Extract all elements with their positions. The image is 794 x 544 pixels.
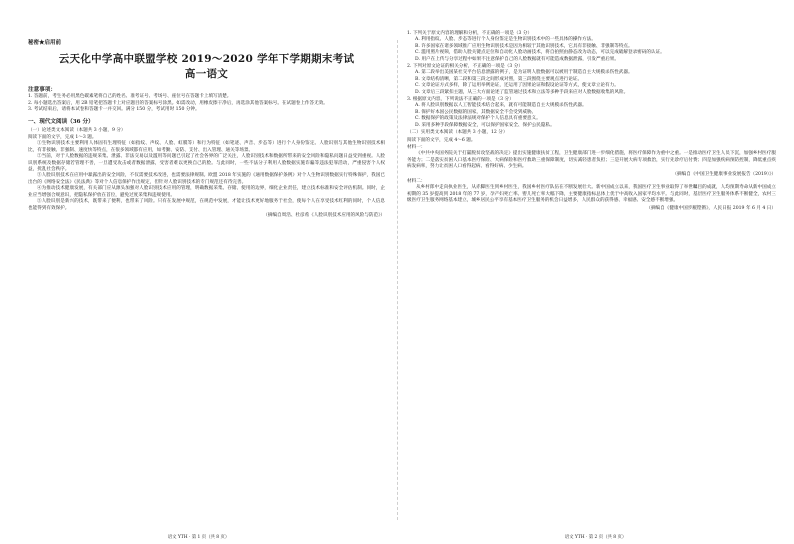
passage-paragraph: ①生物识别技术主要利用人体固有生理特征（如指纹、声纹、人脸、虹膜等）和行为特征（如笔迹、声音、步态等）进行个人身份鉴定。人脸识别与其他生物识别技术相比，有非接触、非强制、速度快等特点，在很多领域都有应用，如考勤、安防、支付、出入管理、通关等场景。 — [28, 141, 385, 153]
material-text: 《中共中央国务院关于打赢脱贫攻坚战的决定》提出实施健康扶贫工程，卫生健康部门进一步细化措施，将医疗保障作为重中之重。一是推动医疗卫生人员下沉，加强乡村医疗服务能力；二是落实贫困人口基本医疗保险、大病保险和医疗救助三重保障制度，切实减轻患者负担；三是开展大病专项救治，实行先诊疗后付费；四是加强疾病预防控制，降低重点疾病发病率，努力让贫困人口看得起病、看得好病、少生病。 — [407, 151, 776, 170]
exam-title: 云天化中学高中联盟学校 2019～2020 学年下学期期末考试 — [58, 53, 355, 65]
option-b: B. 保护好本国公民数据的国家，其数据安全不会受到威胁。 — [415, 109, 537, 115]
option-b: B. 文章结构清晰，第二段和第三段之间形成对照，第三段围绕主要观点进行论证。 — [415, 76, 583, 82]
material-label: 材料一： — [407, 144, 426, 150]
passage-source: （摘编自周浩、杜彦希《人脸识别技术应用的风险与防范》） — [263, 212, 385, 218]
material-source: （摘编自《健康中国步履铿锵》，人民日报 2019 年 6 月 4 日） — [646, 205, 776, 211]
notice-item: 2. 每小题选出答案后，用 2B 铅笔把答题卡上对应题目的答案标号涂黑。如需改动，用橡皮擦干净后，再选涂其他答案标号。在试题卷上作答无效。 — [28, 100, 328, 106]
question-stem: 1. 下列关于原文内容的理解和分析，不正确的一项是（3 分） — [407, 31, 533, 36]
reading-instruction: 阅读下面的文字，完成 1～3 题。 — [28, 135, 97, 141]
option-a: A. 利用指纹、人脸、步态等进行个人身份鉴定是生物识别技术中的一些具体的操作方法。 — [415, 37, 596, 43]
secret-label: 秘密★启用前 — [28, 40, 62, 46]
question-stem: 2. 下列对原文论证的相关分析，不正确的一项是（3 分） — [407, 64, 523, 70]
option-c: C. 滥用照片视频，借助人脸关键点定位和自动化人脸动画技术，将自拍照由静态改为动态，可以完成破解登录密码的认证。 — [415, 50, 665, 56]
material-source: （摘编自《中国卫生健康事业发展报告（2019）》） — [672, 171, 776, 177]
option-d: D. 采用多种手段保障数据安全，可以保护国家安全、保护公民隐私。 — [415, 122, 555, 128]
option-d: D. 用户在上传与分享过程中如果不注意保护自己的人脸数据就有可能造成数据泄露，引发严重后果。 — [415, 56, 619, 62]
option-a: A. 第二段举出美国某社交平台信息泄露的例子，是为证明人脸数据可以被用于制造自主大规模杀伤性武器。 — [415, 70, 633, 76]
option-d: D. 文章后三段紧扣主题，从三大方面论述了监管通过技术和立法等多种手段来应对人脸数据收集的风险。 — [415, 89, 629, 95]
question-stem: 3. 根据原文内容，下列说法不正确的一项是（3 分） — [407, 97, 514, 103]
option-c: C. 文章论证方式多样，除了运用举例论证，还运用了因果论证和假设论证等方式，使文章立论有力。 — [415, 83, 619, 89]
notice-item: 1. 答题前，考生务必用黑色碳素笔将自己的姓名、准考证号、考场号、座位号在答题卡上填写清楚。 — [28, 94, 232, 100]
page-footer: 语文 YTH · 第 1 页（共 8 页） — [167, 535, 230, 540]
right-page — [397, 0, 794, 544]
material-text: 从乡村郎中走向执业医生，从赤脚医生到乡村医生，我国乡村医疗队伍在不断发展壮大。新中国成立以来，我国医疗卫生事业取得了举世瞩目的成就，人均预期寿命从新中国成立初期的 35 岁提高到 2018 年的 77 岁，孕产妇死亡率、婴儿死亡率大幅下降，主要健康指标总体上优于中高收入国家平均水平。与此同时，基层医疗卫生服务体系不断健全，农村三级医疗卫生服务网络基本建立，城乡居民公平享有基本医疗卫生服务的机会日益增多，人民群众的获得感、幸福感、安全感不断增强。 — [407, 185, 776, 204]
material-label: 材料二： — [407, 178, 426, 184]
passage-paragraph: ②当前，对于人脸数据的违规采集、泄露、非法交易以及滥用等问题已引起了社会各界的广泛关注，人脸识别技术和数据所带来的安全风险和隐私问题日益受到重视。人脸识别系统及数据存储若管理不善，一旦遭受攻击或者数据泄露，受害者难以更换自己的脸。与此同时，一些不法分子利用人脸数据实施诈骗等违法犯罪活动，严重侵害个人权益，扰乱社会秩序。 — [28, 154, 385, 173]
option-a: A. 将人脸识别数据以人工智能技术结合起来，就有可能制造自主大规模杀伤性武器。 — [415, 103, 587, 109]
subsection-heading: （二）实用类文本阅读（本题共 3 小题，12 分） — [407, 130, 508, 136]
passage-paragraph: ⑤人脸识别是新兴的技术，既带来了便利，也带来了风险。只有在发展中规范，在规范中发展，才能让技术更好地服务于社会，使每个人在享受技术红利的同时，个人信息也能得到有效保护。 — [28, 199, 385, 211]
passage-paragraph: ④为推动技术健康发展，有关部门应从源头加强对人脸识别技术应用的管理，明确数据采集、存储、使用的边界，细化企业责任，建立技术标准和安全评估机制。同时，企业应当增强合规意识，把隐私保护放在首位，避免过度采集和违规使用。 — [28, 186, 385, 198]
notice-item: 3. 考试结束后，请将本试卷和答题卡一并交回。满分 150 分，考试用时 150 分钟。 — [28, 107, 200, 113]
subsection-heading: （一）论述类文本阅读（本题共 3 小题，9 分） — [28, 127, 126, 133]
option-c: C. 数据保护的政策及法律法规对保护个人信息具有重要意义。 — [415, 116, 541, 122]
page-footer: 语文 YTH · 第 2 页（共 8 页） — [564, 535, 627, 540]
option-b: B. 许多国家在诸多领域推广应用生物识别技术是因为相较于其他识别技术，它具有非接触、非强制等特点。 — [415, 43, 633, 49]
exam-subject: 高一语文 — [184, 68, 229, 80]
section-heading: 一、现代文阅读（36 分） — [28, 119, 94, 126]
notice-heading: 注意事项： — [28, 87, 56, 93]
reading-instruction: 阅读下面的文字，完成 4～6 题。 — [407, 137, 476, 143]
passage-paragraph: ③人脸识别技术在应用中暴露出的安全风险，不仅需要技术改进，也需要法律规制。欧盟 2018 年实施的《通用数据保护条例》对个人生物识别数据实行特殊保护，我国已出台的《网络安全法》《民法典》等对个人信息保护作出规定，但针对人脸识别技术的专门规范还有待完善。 — [28, 173, 385, 185]
